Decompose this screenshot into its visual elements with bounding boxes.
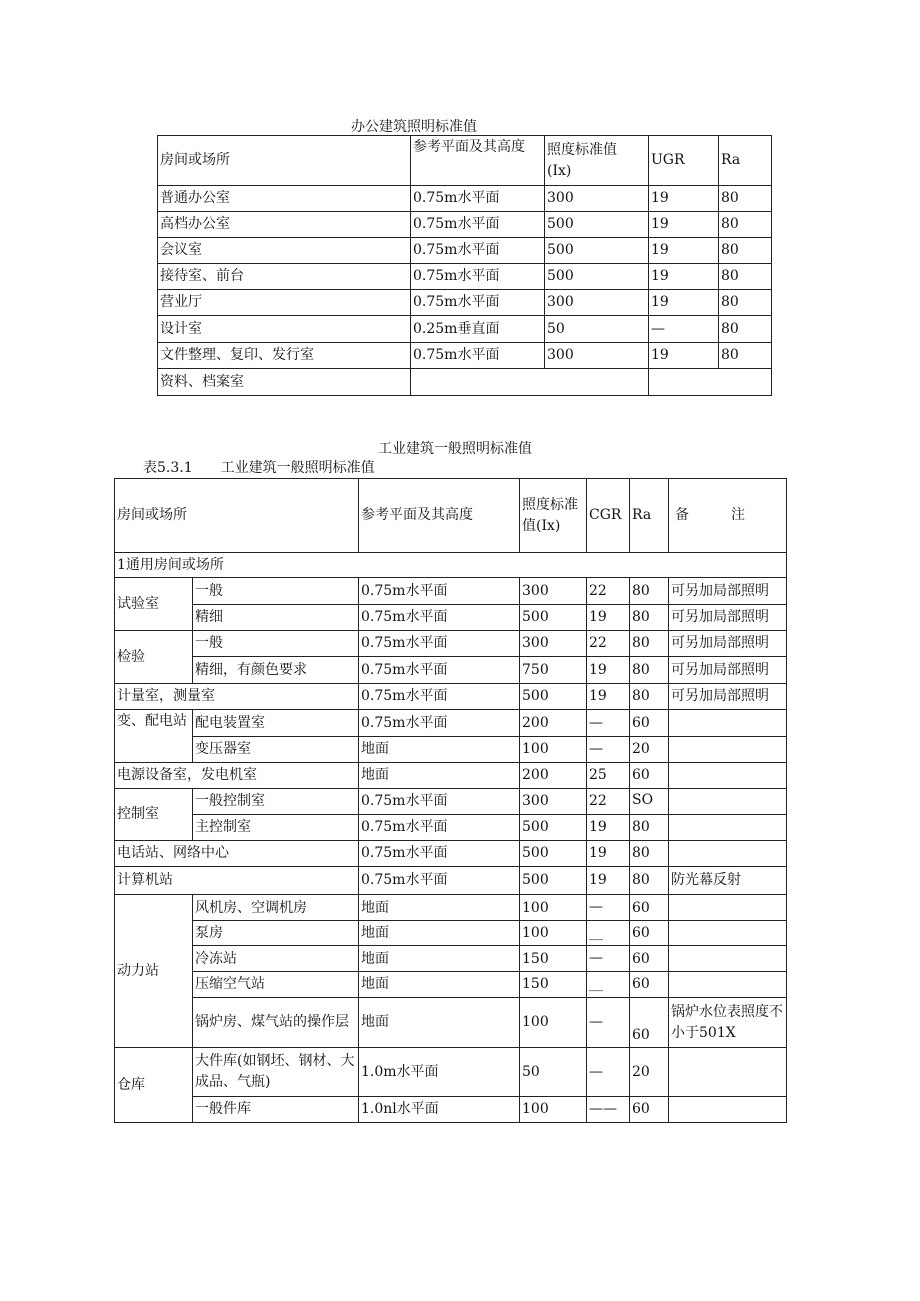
group-lab: 试验室 <box>115 578 193 631</box>
cell-plane: 0.75m水平面 <box>359 657 520 684</box>
cell-lux: 200 <box>520 763 587 789</box>
cell-plane: 地面 <box>359 921 520 946</box>
cell-lux: 500 <box>520 867 587 895</box>
cell-ugr: 19 <box>649 238 719 264</box>
table-row <box>115 972 787 998</box>
cell-remark <box>669 921 787 946</box>
cell-ra: 80 <box>719 316 772 343</box>
cell-room: 计算机站 <box>115 867 359 895</box>
cell-ugr: 19 <box>649 186 719 212</box>
header-plane: 参考平面及其高度 <box>411 136 545 186</box>
cell-lux: 100 <box>520 921 587 946</box>
header-cgr: CGR <box>587 479 630 553</box>
table-row <box>158 316 772 343</box>
cell-plane: 0.75m水平面 <box>411 264 545 290</box>
table-row <box>158 186 772 212</box>
group-warehouse: 仓库 <box>115 1048 193 1123</box>
cell-remark <box>669 1048 787 1097</box>
cell-ra: 80 <box>630 684 669 710</box>
header-ra: Ra <box>719 136 772 186</box>
table-row <box>115 789 787 815</box>
cell-lux: 500 <box>520 841 587 867</box>
cell-ra: 80 <box>719 343 772 369</box>
cell-ra: 80 <box>630 631 669 657</box>
table-header-row <box>115 479 787 553</box>
cell-plane: 0.75m水平面 <box>359 815 520 841</box>
table-row <box>115 737 787 763</box>
cell-cgr: __ <box>587 921 630 946</box>
cell-sub: 精细，有颜色要求 <box>193 657 359 684</box>
cell-lux: 300 <box>520 789 587 815</box>
cell-plane: 1.0m水平面 <box>359 1048 520 1097</box>
cell-ugr: 19 <box>649 264 719 290</box>
header-remark: 备 注 <box>669 479 787 553</box>
cell-lux: 300 <box>520 578 587 605</box>
table-row <box>115 605 787 631</box>
cell-plane: 地面 <box>359 763 520 789</box>
table-row <box>115 946 787 972</box>
cell-room: 电话站、网络中心 <box>115 841 359 867</box>
cell-cgr: — <box>587 946 630 972</box>
cell-ra: 60 <box>630 998 669 1048</box>
header-room: 房间或场所 <box>115 479 359 553</box>
table-row <box>115 1048 787 1097</box>
cell-remark: 可另加局部照明 <box>669 657 787 684</box>
cell-cgr: 19 <box>587 867 630 895</box>
cell-ugr <box>649 369 772 396</box>
cell-remark <box>669 841 787 867</box>
cell-lux: 150 <box>520 946 587 972</box>
cell-ra: 80 <box>630 605 669 631</box>
cell-ra: 80 <box>719 238 772 264</box>
cell-ra: 80 <box>719 186 772 212</box>
group-power: 动力站 <box>115 895 193 1048</box>
cell-room: 设计室 <box>158 316 411 343</box>
cell-sub: 压缩空气站 <box>193 972 359 998</box>
cell-ra: 60 <box>630 1097 669 1123</box>
cell-cgr: 19 <box>587 684 630 710</box>
cell-lux: 100 <box>520 1097 587 1123</box>
cell-remark <box>669 1097 787 1123</box>
cell-plane: 0.75m水平面 <box>359 710 520 737</box>
group-substation: 变、配电站 <box>115 710 193 763</box>
cell-cgr: 22 <box>587 578 630 605</box>
cell-room: 电源设备室，发电机室 <box>115 763 359 789</box>
cell-lux: 100 <box>520 895 587 921</box>
cell-sub: 一般 <box>193 631 359 657</box>
cell-sub: 一般 <box>193 578 359 605</box>
cell-ra: 80 <box>719 264 772 290</box>
cell-plane: 0.75m水平面 <box>359 684 520 710</box>
cell-ra: 80 <box>630 867 669 895</box>
cell-sub: 一般件库 <box>193 1097 359 1123</box>
cell-cgr: — <box>587 998 630 1048</box>
cell-room: 文件整理、复印、发行室 <box>158 343 411 369</box>
cell-lux: 500 <box>545 264 649 290</box>
cell-plane: 地面 <box>359 998 520 1048</box>
table-row <box>158 343 772 369</box>
cell-sub: 大件库(如钢坯、钢材、大成品、气瓶) <box>193 1048 359 1097</box>
cell-ra: 60 <box>630 946 669 972</box>
cell-lux: 100 <box>520 737 587 763</box>
cell-ra: 80 <box>719 212 772 238</box>
cell-lux: 500 <box>520 684 587 710</box>
cell-ra: 80 <box>630 657 669 684</box>
cell-ra: 60 <box>630 895 669 921</box>
cell-remark: 防光幕反射 <box>669 867 787 895</box>
cell-ra: 60 <box>630 972 669 998</box>
header-room: 房间或场所 <box>158 136 411 186</box>
cell-plane: 0.75m水平面 <box>359 631 520 657</box>
table-row <box>115 657 787 684</box>
industrial-table-subtitle: 表5.3.1 工业建筑一般照明标准值 <box>143 460 375 476</box>
cell-plane: 0.75m水平面 <box>411 343 545 369</box>
cell-plane: 0.75m水平面 <box>411 238 545 264</box>
cell-lux: 750 <box>520 657 587 684</box>
section-general-rooms: 1通用房间或场所 <box>115 553 787 578</box>
table-row <box>115 841 787 867</box>
cell-cgr: — <box>587 737 630 763</box>
cell-remark <box>669 789 787 815</box>
cell-cgr: 22 <box>587 789 630 815</box>
cell-remark: 锅炉水位表照度不小于501X <box>669 998 787 1048</box>
cell-cgr: — <box>587 1048 630 1097</box>
table-row <box>158 290 772 316</box>
cell-plane: 0.25m垂直面 <box>411 316 545 343</box>
cell-cgr: — <box>587 710 630 737</box>
cell-remark <box>669 895 787 921</box>
group-inspect: 检验 <box>115 631 193 684</box>
cell-lux: 300 <box>520 631 587 657</box>
table-row <box>115 631 787 657</box>
cell-plane: 0.75m水平面 <box>411 290 545 316</box>
cell-ra: 60 <box>630 921 669 946</box>
cell-lux: 300 <box>545 186 649 212</box>
cell-plane: 地面 <box>359 972 520 998</box>
table-row <box>115 921 787 946</box>
cell-remark <box>669 763 787 789</box>
cell-room: 计量室，测量室 <box>115 684 359 710</box>
cell-sub: 泵房 <box>193 921 359 946</box>
cell-cgr: __ <box>587 972 630 998</box>
industrial-lighting-table <box>114 478 787 1123</box>
cell-plane: 1.0nl水平面 <box>359 1097 520 1123</box>
cell-plane: 0.75m水平面 <box>359 578 520 605</box>
cell-remark <box>669 710 787 737</box>
cell-ugr: 19 <box>649 343 719 369</box>
cell-remark <box>669 972 787 998</box>
cell-cgr: 25 <box>587 763 630 789</box>
cell-sub: 锅炉房、煤气站的操作层 <box>193 998 359 1048</box>
table-header-row <box>158 136 772 186</box>
cell-room: 营业厅 <box>158 290 411 316</box>
cell-cgr: — <box>587 895 630 921</box>
cell-sub: 变压器室 <box>193 737 359 763</box>
cell-ugr: — <box>649 316 719 343</box>
cell-cgr: 19 <box>587 657 630 684</box>
cell-cgr: —— <box>587 1097 630 1123</box>
cell-plane: 0.75m水平面 <box>411 186 545 212</box>
table-row <box>115 895 787 921</box>
cell-cgr: 19 <box>587 841 630 867</box>
cell-ra: 60 <box>630 763 669 789</box>
cell-lux: 500 <box>520 815 587 841</box>
cell-ra: SO <box>630 789 669 815</box>
cell-lux: 200 <box>520 710 587 737</box>
cell-plane <box>411 369 649 396</box>
cell-ra: 20 <box>630 1048 669 1097</box>
cell-sub: 主控制室 <box>193 815 359 841</box>
table-row <box>115 998 787 1048</box>
table-row <box>115 867 787 895</box>
table-row <box>115 763 787 789</box>
cell-room: 资料、档案室 <box>158 369 411 396</box>
cell-lux: 150 <box>520 972 587 998</box>
section-row <box>115 553 787 578</box>
cell-remark <box>669 946 787 972</box>
header-plane: 参考平面及其高度 <box>359 479 520 553</box>
table-row <box>115 815 787 841</box>
cell-lux: 500 <box>545 212 649 238</box>
cell-plane: 地面 <box>359 737 520 763</box>
table-row <box>158 369 772 396</box>
cell-plane: 0.75m水平面 <box>359 841 520 867</box>
cell-cgr: 22 <box>587 631 630 657</box>
cell-ugr: 19 <box>649 212 719 238</box>
cell-plane: 0.75m水平面 <box>359 605 520 631</box>
header-lux: 照度标准值 (Ix) <box>545 136 649 186</box>
cell-ra: 60 <box>630 710 669 737</box>
cell-remark <box>669 815 787 841</box>
office-lighting-table <box>157 135 772 396</box>
cell-sub: 风机房、空调机房 <box>193 895 359 921</box>
cell-lux: 500 <box>520 605 587 631</box>
cell-lux: 300 <box>545 290 649 316</box>
table-row <box>115 1097 787 1123</box>
cell-ugr: 19 <box>649 290 719 316</box>
cell-sub: 精细 <box>193 605 359 631</box>
cell-remark: 可另加局部照明 <box>669 631 787 657</box>
cell-remark: 可另加局部照明 <box>669 605 787 631</box>
group-control: 控制室 <box>115 789 193 841</box>
table-row <box>115 684 787 710</box>
industrial-table-title: 工业建筑一般照明标准值 <box>378 441 532 457</box>
cell-plane: 地面 <box>359 946 520 972</box>
cell-room: 高档办公室 <box>158 212 411 238</box>
cell-plane: 地面 <box>359 895 520 921</box>
cell-sub: 冷冻站 <box>193 946 359 972</box>
cell-room: 会议室 <box>158 238 411 264</box>
cell-sub: 一般控制室 <box>193 789 359 815</box>
cell-remark: 可另加局部照明 <box>669 684 787 710</box>
cell-remark: 可另加局部照明 <box>669 578 787 605</box>
cell-lux: 500 <box>545 238 649 264</box>
cell-room: 普通办公室 <box>158 186 411 212</box>
office-table-title: 办公建筑照明标准值 <box>351 119 477 135</box>
cell-lux: 100 <box>520 998 587 1048</box>
cell-remark <box>669 737 787 763</box>
cell-ra: 80 <box>719 290 772 316</box>
cell-plane: 0.75m水平面 <box>359 789 520 815</box>
cell-lux: 50 <box>545 316 649 343</box>
header-lux: 照度标准 值(Ix) <box>520 479 587 553</box>
table-row <box>158 264 772 290</box>
cell-ra: 80 <box>630 815 669 841</box>
cell-ra: 80 <box>630 578 669 605</box>
cell-sub: 配电装置室 <box>193 710 359 737</box>
cell-cgr: 19 <box>587 605 630 631</box>
table-row <box>158 238 772 264</box>
header-ra: Ra <box>630 479 669 553</box>
cell-cgr: 19 <box>587 815 630 841</box>
table-row <box>115 710 787 737</box>
cell-plane: 0.75m水平面 <box>359 867 520 895</box>
cell-ra: 80 <box>630 841 669 867</box>
cell-lux: 50 <box>520 1048 587 1097</box>
cell-ra: 20 <box>630 737 669 763</box>
cell-plane: 0.75m水平面 <box>411 212 545 238</box>
header-ugr: UGR <box>649 136 719 186</box>
table-row <box>158 212 772 238</box>
cell-lux: 300 <box>545 343 649 369</box>
cell-room: 接待室、前台 <box>158 264 411 290</box>
table-row <box>115 578 787 605</box>
